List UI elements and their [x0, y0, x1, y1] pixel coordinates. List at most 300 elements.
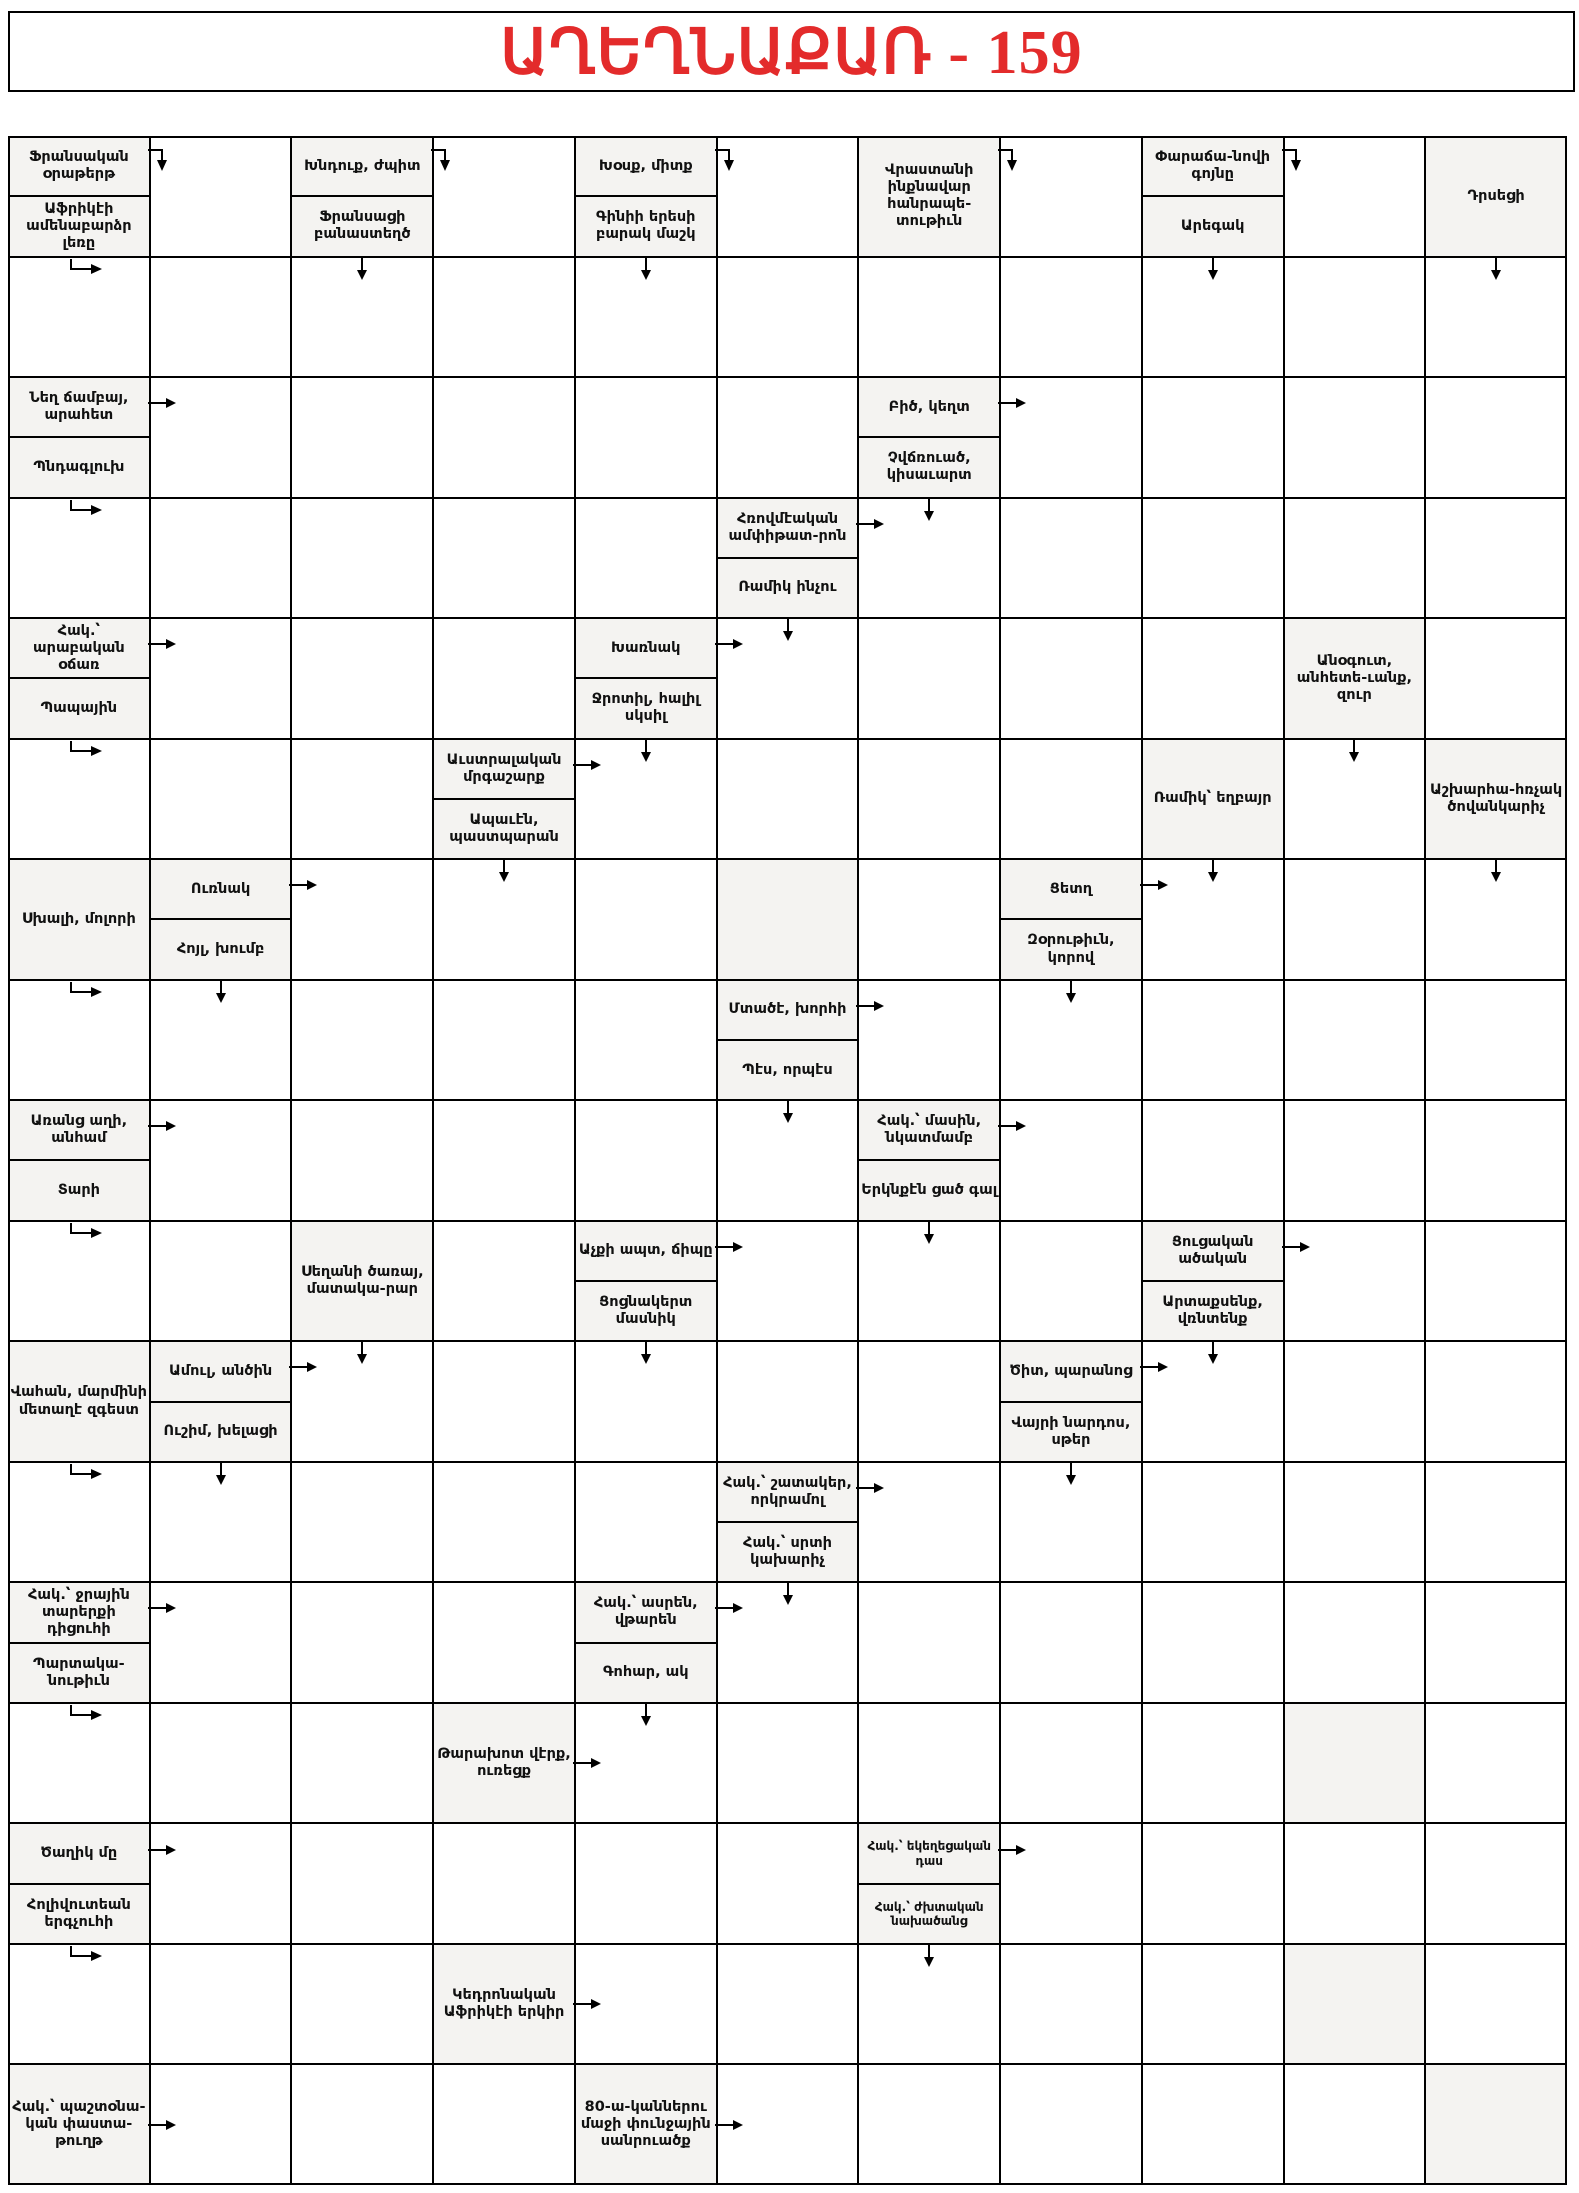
- answer-cell[interactable]: [575, 1341, 717, 1462]
- answer-cell[interactable]: [1425, 1582, 1567, 1703]
- answer-cell[interactable]: [150, 1100, 292, 1221]
- clue-divider: [858, 1883, 1000, 1885]
- clue-divider: [8, 195, 150, 197]
- clue-text: Հակ.՝ սրտի կախարիչ: [743, 1535, 832, 1569]
- clue-text: Ապաւէն, պաստպարան: [449, 811, 559, 846]
- clue-text: Երկնքէն ցած գալ: [861, 1182, 998, 1199]
- clue-cell: [575, 136, 717, 257]
- answer-cell[interactable]: [717, 1823, 859, 1944]
- answer-cell[interactable]: [1425, 1100, 1567, 1221]
- answer-cell[interactable]: [717, 2064, 859, 2185]
- answer-cell[interactable]: [858, 498, 1000, 619]
- answer-cell[interactable]: [1425, 1221, 1567, 1342]
- answer-cell[interactable]: [150, 498, 292, 619]
- answer-cell[interactable]: [433, 859, 575, 980]
- clue-text: Կեդրոնական Աֆրիկէի երկիր: [443, 1987, 565, 2021]
- grid-line-vertical: [999, 136, 1001, 2185]
- clue-cell: [1425, 136, 1567, 257]
- grid-line-horizontal: [8, 1702, 1567, 1704]
- clue-text: Դրսեցի: [1467, 187, 1525, 204]
- answer-cell[interactable]: [1284, 1341, 1426, 1462]
- answer-cell[interactable]: [150, 2064, 292, 2185]
- answer-cell[interactable]: [717, 1100, 859, 1221]
- answer-cell[interactable]: [717, 1341, 859, 1462]
- clue-upper: [575, 618, 717, 678]
- answer-cell[interactable]: [1425, 618, 1567, 739]
- clue-upper: [8, 136, 150, 196]
- clue-single: [1425, 136, 1567, 257]
- answer-cell[interactable]: [433, 1582, 575, 1703]
- clue-divider: [8, 677, 150, 679]
- clue-cell: [291, 136, 433, 257]
- clue-cell: [575, 1582, 717, 1703]
- answer-cell[interactable]: [291, 498, 433, 619]
- clue-cell: [1284, 618, 1426, 739]
- clue-divider: [150, 918, 292, 920]
- answer-cell[interactable]: [1284, 257, 1426, 378]
- answer-cell[interactable]: [8, 1221, 150, 1342]
- clue-lower: [8, 1884, 150, 1944]
- answer-cell[interactable]: [575, 498, 717, 619]
- answer-cell[interactable]: [717, 1944, 859, 2065]
- clue-divider: [1000, 1401, 1142, 1403]
- answer-cell[interactable]: [1425, 377, 1567, 498]
- clue-text: Հակ.՝ շատակեր, որկրամոլ: [723, 1474, 852, 1508]
- answer-cell[interactable]: [1142, 1823, 1284, 1944]
- clue-upper: [858, 1823, 1000, 1883]
- shaded-block-cell: [1284, 1703, 1426, 1824]
- clue-cell: [8, 1823, 150, 1944]
- answer-cell[interactable]: [575, 257, 717, 378]
- grid-line-horizontal: [8, 2183, 1567, 2185]
- clue-divider: [717, 557, 859, 559]
- answer-cell[interactable]: [1284, 859, 1426, 980]
- answer-cell[interactable]: [1425, 980, 1567, 1101]
- grid-line-horizontal: [8, 256, 1567, 258]
- answer-cell[interactable]: [858, 1462, 1000, 1583]
- clue-text: Վահան, մարմինի մետաղէ զգեստ: [10, 1384, 147, 1418]
- answer-cell[interactable]: [1284, 136, 1426, 257]
- answer-cell[interactable]: [433, 618, 575, 739]
- clue-text: Գինիի երեսի բարակ մաշկ: [596, 209, 696, 243]
- answer-cell[interactable]: [1142, 1462, 1284, 1583]
- answer-cell[interactable]: [1425, 1341, 1567, 1462]
- clue-text: Բիծ, կեղտ: [888, 398, 970, 415]
- answer-cell[interactable]: [1142, 2064, 1284, 2185]
- clue-divider: [291, 195, 433, 197]
- answer-cell[interactable]: [717, 377, 859, 498]
- clue-cell: [1000, 859, 1142, 980]
- clue-lower: [8, 437, 150, 497]
- answer-cell[interactable]: [433, 257, 575, 378]
- answer-cell[interactable]: [717, 257, 859, 378]
- answer-cell[interactable]: [1000, 257, 1142, 378]
- answer-cell[interactable]: [575, 1823, 717, 1944]
- answer-cell[interactable]: [150, 377, 292, 498]
- answer-cell[interactable]: [1284, 2064, 1426, 2185]
- answer-cell[interactable]: [1000, 1100, 1142, 1221]
- answer-cell[interactable]: [433, 1823, 575, 1944]
- answer-cell[interactable]: [1284, 377, 1426, 498]
- answer-cell[interactable]: [291, 1582, 433, 1703]
- answer-cell[interactable]: [150, 257, 292, 378]
- answer-cell[interactable]: [858, 980, 1000, 1101]
- answer-cell[interactable]: [433, 498, 575, 619]
- clue-divider: [575, 1642, 717, 1644]
- answer-cell[interactable]: [1000, 2064, 1142, 2185]
- answer-cell[interactable]: [8, 257, 150, 378]
- clue-lower: [8, 1160, 150, 1220]
- clue-divider: [717, 1521, 859, 1523]
- answer-cell[interactable]: [150, 1582, 292, 1703]
- clue-text: Գոհար, ակ: [602, 1664, 689, 1681]
- grid-line-vertical: [432, 136, 434, 2185]
- clue-cell: [8, 377, 150, 498]
- clue-divider: [575, 677, 717, 679]
- clue-upper: [1000, 859, 1142, 919]
- clue-text: Հակ.՝ արաբական օճառ: [33, 622, 125, 673]
- page-title: ԱՂԵՂՆԱՔԱՌ - 159: [500, 18, 1083, 87]
- answer-cell[interactable]: [1000, 498, 1142, 619]
- answer-cell[interactable]: [1000, 1823, 1142, 1944]
- answer-cell[interactable]: [717, 618, 859, 739]
- answer-cell[interactable]: [433, 2064, 575, 2185]
- answer-cell[interactable]: [291, 1462, 433, 1583]
- clue-text: Վրաստանի ինքնավար հանրապե-տութիւն: [885, 162, 974, 230]
- answer-cell[interactable]: [858, 1703, 1000, 1824]
- answer-cell[interactable]: [150, 980, 292, 1101]
- grid-line-horizontal: [8, 376, 1567, 378]
- clue-lower: [1000, 919, 1142, 979]
- answer-cell[interactable]: [575, 1100, 717, 1221]
- answer-cell[interactable]: [8, 1944, 150, 2065]
- answer-cell[interactable]: [433, 1100, 575, 1221]
- clue-upper: [8, 1582, 150, 1642]
- clue-upper: [717, 498, 859, 558]
- clue-text: Հակ.՝ պաշտօնա-կան փաստա-թուղթ: [12, 2099, 146, 2150]
- answer-cell[interactable]: [150, 739, 292, 860]
- answer-cell[interactable]: [858, 1944, 1000, 2065]
- answer-cell[interactable]: [1284, 739, 1426, 860]
- answer-cell[interactable]: [291, 980, 433, 1101]
- clue-text: Ուշիմ, խելացի: [163, 1423, 278, 1440]
- grid-line-horizontal: [8, 136, 1567, 138]
- clue-text: Վայրի նարդոս, սթեր: [1011, 1414, 1131, 1448]
- clue-text: Հոյլ, խումբ: [176, 940, 265, 957]
- clue-text: Չվճռուած, կիսաւարտ: [886, 450, 972, 484]
- clue-lower: [717, 1040, 859, 1100]
- clue-upper: [1000, 1341, 1142, 1401]
- answer-cell[interactable]: [1142, 980, 1284, 1101]
- answer-cell[interactable]: [1000, 1221, 1142, 1342]
- clue-text: Արեգակ: [1180, 217, 1245, 234]
- answer-cell[interactable]: [858, 618, 1000, 739]
- answer-cell[interactable]: [150, 618, 292, 739]
- answer-cell[interactable]: [1425, 1944, 1567, 2065]
- clue-cell: [8, 859, 150, 980]
- clue-upper: [8, 377, 150, 437]
- answer-cell[interactable]: [1284, 1462, 1426, 1583]
- answer-cell[interactable]: [575, 859, 717, 980]
- clue-cell: [433, 1944, 575, 2065]
- clue-text: Աչքի ապտ, ճիպը: [578, 1242, 713, 1259]
- clue-cell: [717, 1462, 859, 1583]
- clue-lower: [575, 196, 717, 256]
- answer-cell[interactable]: [575, 1944, 717, 2065]
- answer-cell[interactable]: [575, 377, 717, 498]
- answer-cell[interactable]: [1142, 377, 1284, 498]
- clue-text: Պապային: [40, 699, 118, 716]
- clue-cell: [717, 980, 859, 1101]
- answer-cell[interactable]: [8, 498, 150, 619]
- clue-lower: [150, 1402, 292, 1462]
- clue-text: Խօսք, միտք: [598, 157, 693, 174]
- answer-cell[interactable]: [150, 1462, 292, 1583]
- clue-cell: [1142, 136, 1284, 257]
- clue-text: Արտաքսենք, վռնտենք: [1162, 1294, 1263, 1328]
- answer-cell[interactable]: [1000, 1944, 1142, 2065]
- answer-cell[interactable]: [291, 1100, 433, 1221]
- clue-divider: [575, 195, 717, 197]
- answer-cell[interactable]: [1000, 1582, 1142, 1703]
- clue-text: Ցետղ: [1049, 880, 1093, 897]
- clue-cell: [433, 739, 575, 860]
- answer-cell[interactable]: [717, 1703, 859, 1824]
- answer-cell[interactable]: [150, 1944, 292, 2065]
- clue-single: [8, 859, 150, 980]
- shaded-block-cell: [1425, 2064, 1567, 2185]
- answer-cell[interactable]: [1142, 257, 1284, 378]
- answer-cell[interactable]: [1000, 618, 1142, 739]
- clue-cell: [1142, 1221, 1284, 1342]
- clue-upper: [8, 618, 150, 678]
- answer-cell[interactable]: [433, 1462, 575, 1583]
- clue-divider: [1142, 1280, 1284, 1282]
- answer-cell[interactable]: [1425, 859, 1567, 980]
- answer-cell[interactable]: [1284, 1823, 1426, 1944]
- grid-line-horizontal: [8, 858, 1567, 860]
- clue-text: Ֆրանսացի բանաստեղծ: [314, 209, 411, 243]
- answer-cell[interactable]: [858, 1582, 1000, 1703]
- answer-cell[interactable]: [291, 377, 433, 498]
- clue-cell: [858, 1823, 1000, 1944]
- answer-cell[interactable]: [1284, 980, 1426, 1101]
- clue-upper: [717, 980, 859, 1040]
- answer-cell[interactable]: [1142, 1582, 1284, 1703]
- answer-cell[interactable]: [575, 1703, 717, 1824]
- clue-cell: [858, 377, 1000, 498]
- clue-divider: [858, 436, 1000, 438]
- grid-line-horizontal: [8, 2063, 1567, 2065]
- clue-text: Հակ.՝ ժխտական նախածանց: [874, 1899, 984, 1928]
- grid-line-vertical: [290, 136, 292, 2185]
- clue-single: [8, 1341, 150, 1462]
- answer-cell[interactable]: [8, 739, 150, 860]
- clue-upper: [1142, 136, 1284, 196]
- answer-cell[interactable]: [8, 1462, 150, 1583]
- answer-cell[interactable]: [858, 257, 1000, 378]
- answer-cell[interactable]: [433, 377, 575, 498]
- answer-cell[interactable]: [433, 136, 575, 257]
- answer-cell[interactable]: [1284, 1100, 1426, 1221]
- clue-cell: [433, 1703, 575, 1824]
- answer-cell[interactable]: [1142, 1703, 1284, 1824]
- answer-cell[interactable]: [858, 859, 1000, 980]
- answer-cell[interactable]: [150, 1221, 292, 1342]
- clue-upper: [8, 1823, 150, 1883]
- answer-cell[interactable]: [1425, 1703, 1567, 1824]
- clue-divider: [150, 1401, 292, 1403]
- grid-line-vertical: [857, 136, 859, 2185]
- clue-text: Ամուլ, անծին: [168, 1362, 273, 1379]
- answer-cell[interactable]: [8, 980, 150, 1101]
- answer-cell[interactable]: [1425, 257, 1567, 378]
- clue-divider: [8, 1883, 150, 1885]
- answer-cell[interactable]: [291, 1341, 433, 1462]
- answer-cell[interactable]: [1142, 859, 1284, 980]
- grid-line-vertical: [1565, 136, 1567, 2185]
- answer-cell[interactable]: [1000, 1462, 1142, 1583]
- answer-cell[interactable]: [1000, 739, 1142, 860]
- answer-cell[interactable]: [433, 1221, 575, 1342]
- clue-upper: [858, 1100, 1000, 1160]
- grid-line-vertical: [1141, 136, 1143, 2185]
- clue-text: Հռովմէական ամփիթատ-րոն: [728, 510, 847, 544]
- answer-cell[interactable]: [717, 1221, 859, 1342]
- clue-cell: [150, 1341, 292, 1462]
- clue-text: Առանց աղի, անհամ: [30, 1113, 128, 1147]
- grid-line-vertical: [716, 136, 718, 2185]
- clue-lower: [1142, 1281, 1284, 1341]
- answer-cell[interactable]: [291, 859, 433, 980]
- answer-cell[interactable]: [1284, 1582, 1426, 1703]
- answer-cell[interactable]: [1000, 980, 1142, 1101]
- clue-cell: [150, 859, 292, 980]
- clue-text: Հակ.՝ ասրեն, վթարեն: [593, 1595, 698, 1629]
- answer-cell[interactable]: [717, 1582, 859, 1703]
- clue-upper: [8, 1100, 150, 1160]
- answer-cell[interactable]: [858, 2064, 1000, 2185]
- answer-cell[interactable]: [1142, 618, 1284, 739]
- clue-lower: [1142, 196, 1284, 256]
- clue-cell: [1000, 1341, 1142, 1462]
- answer-cell[interactable]: [1142, 498, 1284, 619]
- answer-cell[interactable]: [575, 739, 717, 860]
- clue-text: Ռամիկ ինչու: [738, 579, 837, 596]
- clue-text: Աւստրալական մրգաշարք: [446, 751, 562, 785]
- answer-cell[interactable]: [858, 1221, 1000, 1342]
- answer-cell[interactable]: [858, 739, 1000, 860]
- clue-single: [433, 1944, 575, 2065]
- clue-lower: [717, 558, 859, 618]
- clue-text: Մտածէ, խորհի: [728, 1001, 847, 1018]
- answer-cell[interactable]: [1284, 498, 1426, 619]
- answer-cell[interactable]: [717, 739, 859, 860]
- answer-cell[interactable]: [291, 1823, 433, 1944]
- clue-text: Ֆրանսական օրաթերթ: [28, 149, 129, 183]
- clue-text: Հոլիվուտեան երգչուհի: [26, 1896, 131, 1930]
- answer-cell[interactable]: [150, 1703, 292, 1824]
- clue-single: [8, 2064, 150, 2185]
- clue-single: [1425, 739, 1567, 860]
- clue-lower: [1000, 1402, 1142, 1462]
- clue-cell: [8, 1341, 150, 1462]
- clue-text: Անօգուտ, անհետե-ւանք, զուր: [1296, 652, 1412, 703]
- clue-single: [575, 2064, 717, 2185]
- clue-text: Ծիտ, պարանոց: [1009, 1362, 1133, 1379]
- clue-cell: [8, 2064, 150, 2185]
- answer-cell[interactable]: [291, 1944, 433, 2065]
- answer-cell[interactable]: [433, 980, 575, 1101]
- answer-cell[interactable]: [1142, 1341, 1284, 1462]
- answer-cell[interactable]: [8, 1703, 150, 1824]
- answer-cell[interactable]: [291, 618, 433, 739]
- answer-cell[interactable]: [575, 1462, 717, 1583]
- grid-line-horizontal: [8, 1099, 1567, 1101]
- clue-cell: [8, 1582, 150, 1703]
- clue-single: [858, 136, 1000, 257]
- answer-cell[interactable]: [291, 1703, 433, 1824]
- answer-cell[interactable]: [1425, 1823, 1567, 1944]
- grid-line-horizontal: [8, 738, 1567, 740]
- clue-text: Հակ.՝ ջրային տարերքի դիցուհի: [27, 1586, 130, 1638]
- clue-lower: [858, 1160, 1000, 1220]
- answer-cell[interactable]: [150, 1823, 292, 1944]
- answer-cell[interactable]: [1284, 1221, 1426, 1342]
- answer-cell[interactable]: [1425, 1462, 1567, 1583]
- clue-single: [433, 1703, 575, 1824]
- answer-cell[interactable]: [1425, 498, 1567, 619]
- answer-cell[interactable]: [150, 136, 292, 257]
- grid-line-horizontal: [8, 1943, 1567, 1945]
- clue-text: Փարաճա-նովի գոյնը: [1155, 149, 1271, 183]
- clue-text: Թարախոտ վէրք, ուռեցք: [437, 1746, 571, 1780]
- answer-cell[interactable]: [291, 739, 433, 860]
- clue-text: Ցոցնակերտ մասնիկ: [599, 1294, 693, 1328]
- clue-cell: [575, 2064, 717, 2185]
- clue-text: Ռամիկ՝ եղբայր: [1153, 790, 1272, 807]
- clue-text: Նեղ ճամբայ, արահետ: [29, 390, 129, 424]
- grid-line-vertical: [8, 136, 10, 2185]
- clue-single: [1142, 739, 1284, 860]
- clue-text: Պնդագլուխ: [33, 458, 125, 475]
- grid-line-horizontal: [8, 617, 1567, 619]
- answer-cell[interactable]: [1000, 1703, 1142, 1824]
- clue-text: Ջրոտիլ, հալիլ սկսիլ: [591, 691, 700, 725]
- answer-cell[interactable]: [1000, 377, 1142, 498]
- clue-divider: [8, 436, 150, 438]
- answer-cell[interactable]: [291, 2064, 433, 2185]
- answer-cell[interactable]: [1142, 1100, 1284, 1221]
- answer-cell[interactable]: [291, 257, 433, 378]
- answer-cell[interactable]: [858, 1341, 1000, 1462]
- grid-line-horizontal: [8, 979, 1567, 981]
- clue-text: 80-ա-կաններու մաջի փունջային սանրուածք: [580, 2099, 711, 2150]
- answer-cell[interactable]: [717, 136, 859, 257]
- answer-cell[interactable]: [1000, 136, 1142, 257]
- clue-upper: [575, 1582, 717, 1642]
- clue-single: [291, 1221, 433, 1342]
- clue-lower: [575, 1643, 717, 1703]
- clue-cell: [858, 136, 1000, 257]
- clue-lower: [858, 1884, 1000, 1944]
- grid-line-vertical: [1424, 136, 1426, 2185]
- answer-cell[interactable]: [433, 1341, 575, 1462]
- crossword-grid: [8, 136, 1567, 2185]
- answer-cell[interactable]: [1142, 1944, 1284, 2065]
- grid-line-vertical: [574, 136, 576, 2185]
- answer-cell[interactable]: [575, 980, 717, 1101]
